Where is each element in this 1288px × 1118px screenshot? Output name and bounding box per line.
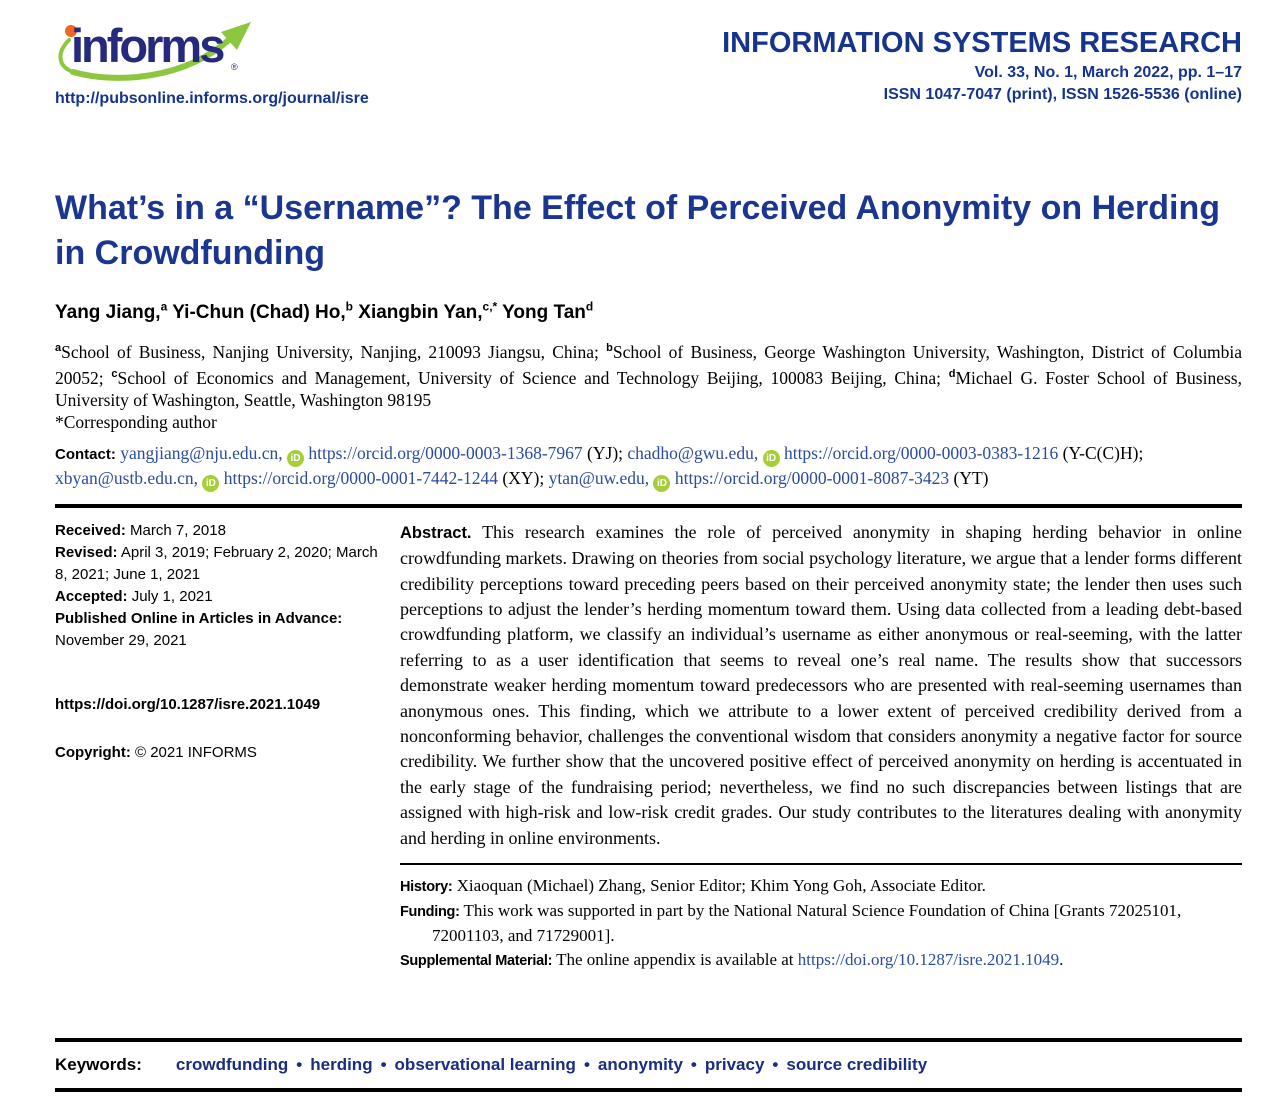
orcid-link[interactable]: https://orcid.org/0000-0001-8087-3423	[674, 467, 950, 488]
masthead	[55, 20, 1242, 108]
keyword: source credibility	[786, 1054, 928, 1074]
orcid-icon[interactable]: iD	[653, 475, 670, 492]
author-list	[55, 300, 1242, 324]
history-block	[400, 874, 1242, 973]
orcid-icon[interactable]: iD	[287, 450, 304, 467]
bullet-separator: •	[583, 1054, 590, 1074]
accepted-row: Accepted: July 1, 2021	[55, 587, 213, 605]
author: Yang Jiang,$^a$	[55, 299, 168, 324]
divider	[55, 504, 1242, 508]
divider	[55, 1088, 1242, 1092]
bullet-separator: •	[296, 1054, 303, 1074]
masthead-right	[722, 28, 1242, 104]
abstract: Abstract. This research examines the role of perceived anonymity in shaping herding behavior in online crowdfunding markets. Drawing on theories from social psychology literature, we argue that a lender forms different credibility perceptions toward preceding peers based on their perceived anonymity state; the lender then uses such perceptions to adjust the lender’s herding momentum toward them. Using data collected from a leading debt-based crowdfunding platform, we classify an individual’s username as either anonymous or real-seeming, with the latter referring to as a user identification that seems to reveal one’s real name. The results show that successors demonstrate weaker herding momentum toward predecessors who are presented with real-seeming usernames than anonymous ones. This finding, which we attribute to a lower extent of perceived credibility derived from a nonconforming behavior, challenges the conventional wisdom that considers anonymity a negative factor for source credibility. We further show that the uncovered positive effect of perceived anonymity on herding is accentuated in the early stage of the fundraising period; nevertheless, we find no such discrepancies between listings that are assigned with high-risk and low-risk credit grades. Our study contributes to the literatures dealing with anonymity and herding in online environments.	[400, 521, 1242, 848]
funding-row: Funding: This work was supported in part by the National Natural Science Foundation of China [Grants 72025101, 72001103, and 71729001].	[400, 901, 1182, 946]
corresponding-author-note: *Corresponding author	[55, 411, 217, 432]
supplemental-doi-link[interactable]: https://doi.org/10.1287/isre.2021.1049	[797, 950, 1060, 970]
bullet-separator: •	[380, 1054, 387, 1074]
published-row: Published Online in Articles in Advance: November 29, 2021	[55, 609, 343, 649]
email-link[interactable]: chadho@gwu.edu,	[627, 442, 759, 463]
abstract-column	[400, 520, 1242, 1038]
keyword: crowdfunding	[175, 1054, 289, 1074]
history-row: History: Xiaoquan (Michael) Zhang, Senior Editor; Khim Yong Goh, Associate Editor.	[400, 876, 986, 896]
keywords-label: Keywords:	[55, 1054, 142, 1074]
issn-line: ISSN 1047-7047 (print), ISSN 1526-5536 (online)	[883, 86, 1242, 104]
contact-label: Contact:	[55, 445, 116, 463]
author-initials: (Y-C(C)H);	[1058, 442, 1144, 463]
orcid-link[interactable]: https://orcid.org/0000-0003-1368-7967	[308, 442, 583, 463]
author-initials: (YT)	[949, 467, 989, 488]
logo-wordmark: informs	[71, 19, 223, 72]
orcid-icon[interactable]: iD	[202, 475, 219, 492]
journal-name: INFORMATION SYSTEMS RESEARCH	[722, 27, 1242, 59]
orcid-icon[interactable]: iD	[763, 450, 780, 467]
divider	[400, 863, 1242, 865]
volume-line: Vol. 33, No. 1, March 2022, pp. 1–17	[974, 64, 1242, 82]
divider	[55, 1038, 1242, 1042]
journal-url-link[interactable]: http://pubsonline.informs.org/journal/isre	[55, 90, 369, 107]
registered-trademark: ®	[231, 62, 238, 72]
author-initials: (XY);	[498, 467, 549, 488]
doi-link[interactable]: https://doi.org/10.1287/isre.2021.1049	[55, 695, 321, 713]
orcid-link[interactable]: https://orcid.org/0000-0003-0383-1216	[783, 442, 1059, 463]
page-title: What’s in a “Username”? The Effect of Perceived Anonymity on Herding in Crowdfunding	[55, 189, 1221, 272]
email-link[interactable]: ytan@uw.edu,	[548, 467, 650, 488]
masthead-left	[55, 20, 475, 108]
orcid-link[interactable]: https://orcid.org/0000-0001-7442-1244	[223, 467, 499, 488]
article-meta-column	[55, 520, 385, 1038]
email-link[interactable]: xbyan@ustb.edu.cn,	[55, 467, 198, 488]
keyword: herding	[310, 1054, 373, 1074]
keyword: anonymity	[597, 1054, 683, 1074]
affiliations: $^a$School of Business, Nanjing University, Nanjing, 210093 Jiangsu, China; $^b$School of Business, George Washington University, Washington, District of Columbia 20052; $^c$School of Economics and Management, University of Science and Technology Beijing, 100083 Beijing, China; $^d$Michael G. Foster School of Business, University of Washington, Seattle, Washington 98195	[55, 341, 1242, 410]
body-columns	[55, 520, 1242, 1038]
keyword: privacy	[704, 1054, 765, 1074]
email-link[interactable]: yangjiang@nju.edu.cn,	[120, 442, 283, 463]
supplemental-row: Supplemental Material: The online appendix is available at https://doi.org/10.1287/isre.2021.1049.	[400, 950, 1064, 970]
informs-logo	[55, 20, 270, 82]
keyword: observational learning	[394, 1054, 576, 1074]
author: Yi-Chun (Chad) Ho,$^b$	[172, 299, 353, 324]
copyright-row: Copyright: © 2021 INFORMS	[55, 743, 257, 761]
author: Xiangbin Yan,$^{c,*}$	[358, 299, 498, 324]
author: Yong Tan$^d$	[502, 299, 594, 324]
author-initials: (YJ);	[582, 442, 628, 463]
abstract-label: Abstract.	[400, 523, 472, 542]
received-row: Received: March 7, 2018	[55, 521, 226, 539]
contact-block	[55, 442, 1242, 492]
bullet-separator: •	[690, 1054, 697, 1074]
keywords-row	[55, 1055, 1242, 1075]
bullet-separator: •	[772, 1054, 779, 1074]
revised-row: Revised: April 3, 2019; February 2, 2020; March 8, 2021; June 1, 2021	[55, 543, 378, 583]
